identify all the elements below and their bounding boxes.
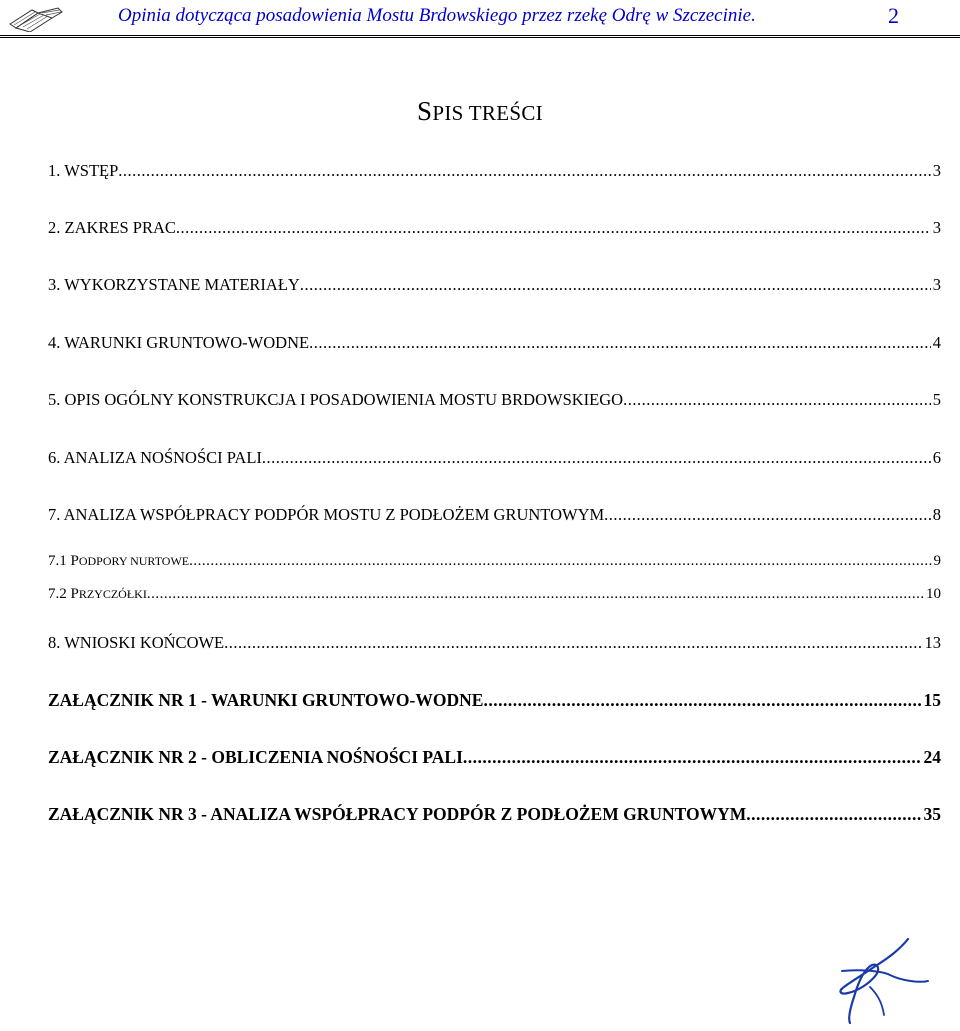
toc-entry-label-number: 7.1 P xyxy=(48,553,79,569)
toc-heading-rest: PIS TREŚCI xyxy=(432,101,543,125)
toc-leader-dots xyxy=(189,553,931,570)
toc-entry-page: 5 xyxy=(932,390,941,409)
toc-entry-label: ZAŁĄCZNIK NR 1 - WARUNKI GRUNTOWO-WODNE xyxy=(48,690,484,710)
toc-entry[interactable] xyxy=(48,390,941,410)
toc-entry-label: 1. WSTĘP xyxy=(48,161,119,180)
page-header xyxy=(0,0,960,40)
toc-entry-label: ZAŁĄCZNIK NR 2 - OBLICZENIA NOŚNOŚCI PALI xyxy=(48,747,463,767)
toc-entry-label xyxy=(48,553,189,570)
toc-entry-page: 8 xyxy=(932,505,941,524)
open-book-icon xyxy=(8,4,64,32)
toc-entry-label-text: RZYCZÓŁKI xyxy=(78,587,147,601)
toc-entry-label: ZAŁĄCZNIK NR 3 - ANALIZA WSPÓŁPRACY PODPÓR Z PODŁOŻEM GRUNTOWYM xyxy=(48,804,747,824)
toc-entry-page: 3 xyxy=(932,161,941,180)
toc-entry-label: 5. OPIS OGÓLNY KONSTRUKCJA I POSADOWIENIA MOSTU BRDOWSKIEGO xyxy=(48,390,624,409)
toc-leader-dots xyxy=(176,218,931,238)
toc-entry-page: 13 xyxy=(924,633,941,652)
toc-leader-dots xyxy=(118,161,930,181)
toc-entry[interactable] xyxy=(48,161,941,181)
toc-leader-dots xyxy=(262,448,931,468)
toc-appendix-entry[interactable] xyxy=(48,804,941,825)
toc-entry[interactable] xyxy=(48,275,941,295)
toc-leader-dots xyxy=(746,804,921,825)
toc-entry-page: 35 xyxy=(923,804,941,824)
toc-heading xyxy=(0,96,960,127)
toc-leader-dots xyxy=(463,747,922,768)
toc-entry-label xyxy=(48,586,147,603)
toc-entry-page: 24 xyxy=(923,747,941,767)
signature-icon xyxy=(830,935,930,1025)
toc-entry-page: 3 xyxy=(932,218,941,237)
toc-subentry[interactable] xyxy=(48,553,941,570)
toc-entry-label: 4. WARUNKI GRUNTOWO-WODNE xyxy=(48,333,310,352)
toc-entry-page: 3 xyxy=(932,275,941,294)
toc-subentry[interactable] xyxy=(48,586,941,603)
page-number: 2 xyxy=(888,3,899,28)
toc-entry[interactable] xyxy=(48,633,941,653)
toc-leader-dots xyxy=(604,505,931,525)
toc-entry-page: 9 xyxy=(933,553,941,569)
toc-entry[interactable] xyxy=(48,448,941,468)
toc-entry[interactable] xyxy=(48,218,941,238)
toc-heading-initial: S xyxy=(417,96,433,126)
toc-leader-dots xyxy=(224,633,922,653)
toc-entry-label: 7. ANALIZA WSPÓŁPRACY PODPÓR MOSTU Z PODŁOŻEM GRUNTOWYM xyxy=(48,505,605,524)
toc-entry[interactable] xyxy=(48,505,941,525)
toc-leader-dots xyxy=(623,390,931,410)
toc-leader-dots xyxy=(300,275,931,295)
document-title: Opinia dotycząca posadowienia Mostu Brdowskiego przez rzekę Odrę w Szczecinie. xyxy=(118,5,756,26)
toc-entry-page: 4 xyxy=(932,333,941,352)
toc-leader-dots xyxy=(309,333,931,353)
toc-leader-dots xyxy=(483,690,921,711)
toc-entry-label-number: 7.2 P xyxy=(48,586,79,602)
toc-entry-page: 15 xyxy=(923,690,941,710)
toc-entry-page: 10 xyxy=(926,586,941,602)
toc-entry-label: 3. WYKORZYSTANE MATERIAŁY xyxy=(48,275,300,294)
toc-entry-label: 6. ANALIZA NOŚNOŚCI PALI xyxy=(48,448,262,467)
toc-entry[interactable] xyxy=(48,333,941,353)
toc-entry-label-text: ODPORY NURTOWE xyxy=(78,554,190,568)
toc-appendix-entry[interactable] xyxy=(48,690,941,711)
toc-leader-dots xyxy=(147,586,924,603)
toc-entry-label: 8. WNIOSKI KOŃCOWE xyxy=(48,633,225,652)
toc-appendix-entry[interactable] xyxy=(48,747,941,768)
toc-entry-label: 2. ZAKRES PRAC xyxy=(48,218,176,237)
header-divider xyxy=(0,35,960,38)
toc-entry-page: 6 xyxy=(932,448,941,467)
